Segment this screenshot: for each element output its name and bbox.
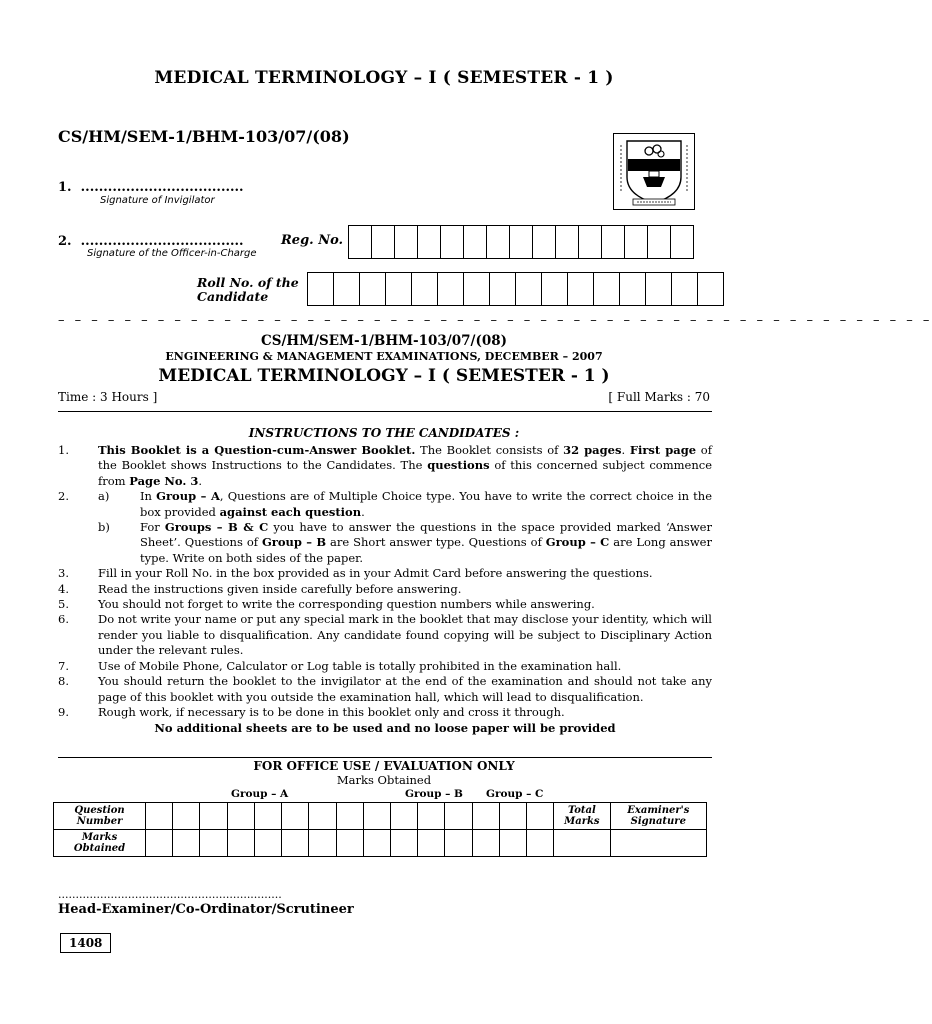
instruction-6: 6. Do not write your name or put any special mark in the booklet that may disclose your identity, which will render you liable to disqualification. Any candidate found copying will be subject to Disciplinary Action under the relevant rules. xyxy=(58,612,712,658)
exam-title: MEDICAL TERMINOLOGY – I ( SEMESTER - 1 ) xyxy=(158,366,610,386)
roll-no-label xyxy=(197,276,299,304)
exam-time: Time : 3 Hours ] xyxy=(58,390,158,404)
group-b-label: Group – B xyxy=(405,788,463,800)
reg-no-label: Reg. No. xyxy=(281,233,344,248)
examiner-signature-header: Examiner's Signature xyxy=(610,803,706,830)
officer-number: 2. xyxy=(58,234,72,249)
instructions-heading: INSTRUCTIONS TO THE CANDIDATES : xyxy=(248,426,520,440)
instruction-1: 1. This Booklet is a Question-cum-Answer Booklet. The Booklet consists of 32 pages. First page of the Booklet shows Instructions to the Candidates. The questions of this concerned subject commence from Page No. 3. xyxy=(58,443,712,488)
marks-table xyxy=(53,802,707,857)
instructions-list xyxy=(58,443,712,737)
officer-dotted-line: .................................... xyxy=(80,234,244,249)
reg-no-boxes[interactable] xyxy=(348,225,694,259)
group-a-label: Group – A xyxy=(231,788,289,800)
exam-name: ENGINEERING & MANAGEMENT EXAMINATIONS, DECEMBER – 2007 xyxy=(165,350,603,363)
instruction-4: 4. Read the instructions given inside carefully before answering. xyxy=(58,581,462,596)
question-number-header: Question Number xyxy=(54,803,146,830)
officer-caption: Signature of the Officer-in-Charge xyxy=(87,248,257,259)
group-c-label: Group – C xyxy=(486,788,544,800)
invigilator-number: 1. xyxy=(58,180,72,195)
roll-no-label-line2: Candidate xyxy=(197,289,269,304)
instruction-7: 7. Use of Mobile Phone, Calculator or Log table is totally prohibited in the examination hall. xyxy=(58,658,622,673)
instruction-2a: 2. a) In Group – A, Questions are of Multiple Choice type. You have to write the correct choice in the box provided against each question. xyxy=(58,489,712,519)
marks-obtained-heading: Marks Obtained xyxy=(336,773,432,787)
university-seal-icon xyxy=(613,133,695,210)
exam-code: CS/HM/SEM-1/BHM-103/07/(08) xyxy=(260,333,508,349)
paper-code: CS/HM/SEM-1/BHM-103/07/(08) xyxy=(58,127,350,146)
page-title: MEDICAL TERMINOLOGY – I ( SEMESTER - 1 ) xyxy=(154,68,614,88)
instruction-2b: b) For Groups – B & C you have to answer the questions in the space provided marked ‘Answer Sheet’. Questions of Group – B are Short answer type. Questions of Group – C are Long answer type. Write on both sides of the paper. xyxy=(98,520,712,565)
marks-obtained-header: Marks Obtained xyxy=(54,830,146,857)
instruction-8: 8. You should return the booklet to the invigilator at the end of the examination and should not take any page of this booklet with you outside the examination hall, which will lead to disqualification. xyxy=(58,674,712,704)
head-examiner-label: Head-Examiner/Co-Ordinator/Scrutineer xyxy=(58,902,354,917)
instruction-5: 5. You should not forget to write the corresponding question numbers while answering. xyxy=(58,597,595,612)
booklet-number-badge: 1408 xyxy=(60,933,111,953)
total-marks-header: Total Marks xyxy=(554,803,611,830)
table-row xyxy=(54,803,707,830)
invigilator-signature xyxy=(58,180,244,195)
exam-full-marks: [ Full Marks : 70 xyxy=(608,390,710,404)
head-examiner-dotted-line: ................................................................ xyxy=(58,888,282,901)
roll-no-label-line1: Roll No. of the xyxy=(197,275,299,290)
instructions-note: No additional sheets are to be used and no loose paper will be provided xyxy=(154,721,616,736)
invigilator-caption: Signature of Invigilator xyxy=(100,195,215,206)
roll-no-boxes[interactable] xyxy=(307,272,724,306)
divider-office xyxy=(58,757,712,758)
table-row xyxy=(54,830,707,857)
invigilator-dotted-line: .................................... xyxy=(80,180,244,195)
instruction-9: 9. Rough work, if necessary is to be done in this booklet only and cross it through. xyxy=(58,704,565,719)
divider-top xyxy=(58,411,712,412)
instruction-3: 3. Fill in your Roll No. in the box provided as in your Admit Card before answering the questions. xyxy=(58,566,653,581)
officer-signature xyxy=(58,234,244,249)
cut-line: – – – – – – – – – – – – – – – – – – – – – – – – – – – – – – – – – – – – – – – – – – – – – – – – – – – – – xyxy=(58,313,932,328)
office-heading: FOR OFFICE USE / EVALUATION ONLY xyxy=(253,759,515,773)
